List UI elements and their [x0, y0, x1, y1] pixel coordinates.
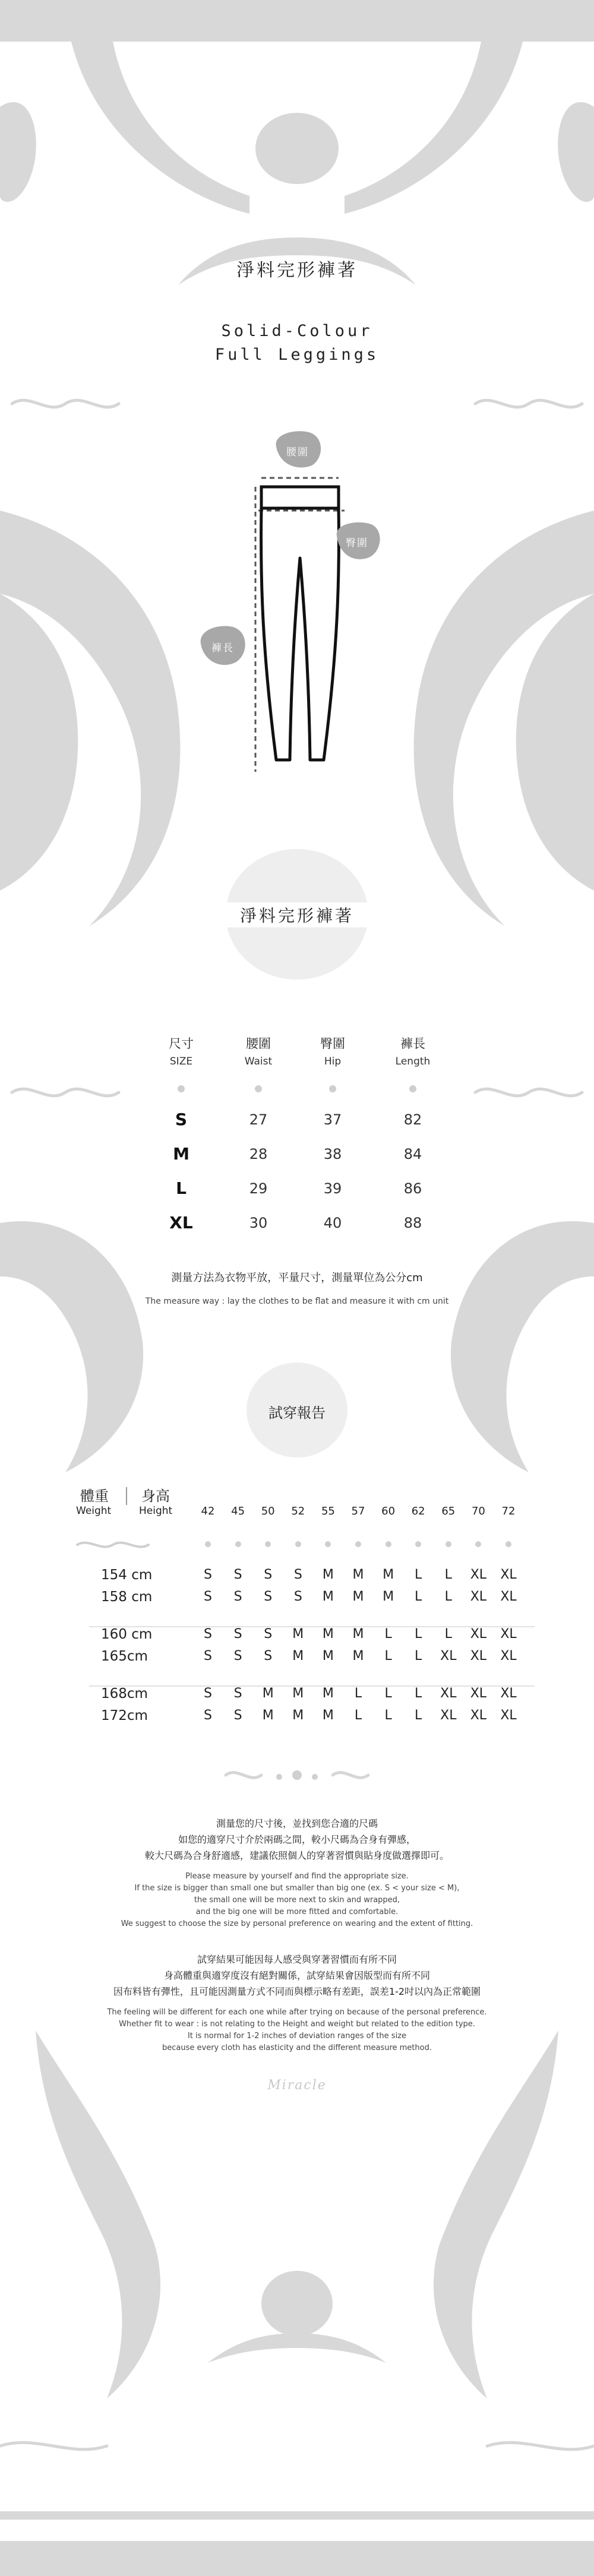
product-title-en-line2: Full Leggings: [214, 346, 380, 364]
trial-size-cell: M: [352, 1627, 364, 1642]
hip-label: 臀圍: [346, 537, 368, 549]
trial-size-cell: L: [444, 1589, 452, 1604]
waist-label: 腰圍: [286, 446, 309, 458]
weight-value: 60: [381, 1505, 396, 1517]
weight-value: 57: [351, 1505, 365, 1517]
size-cell-length: 88: [403, 1215, 422, 1231]
size-cell-length: 84: [403, 1146, 422, 1162]
fit-note-line: 較大尺碼為合身舒適感，建議依照個人的穿著習慣與貼身度做選擇即可。: [144, 1850, 449, 1861]
weight-value: 52: [291, 1505, 305, 1517]
weight-value: 72: [501, 1505, 516, 1517]
trial-size-cell: M: [383, 1567, 394, 1582]
size-header-en: SIZE: [169, 1056, 193, 1067]
size-cell-hip: 39: [323, 1180, 342, 1197]
trial-size-cell: XL: [440, 1708, 457, 1723]
trial-size-cell: S: [204, 1686, 212, 1701]
trial-size-cell: S: [204, 1649, 212, 1664]
weight-label-zh: 體重: [80, 1488, 109, 1504]
trial-size-cell: M: [292, 1649, 304, 1664]
product-title-zh: 淨料完形褲著: [236, 260, 358, 281]
trial-size-cell: XL: [470, 1708, 487, 1723]
weight-value: 45: [231, 1505, 245, 1517]
fit-note-line: We suggest to choose the size by personal preference on wearing and the extent of fitting.: [121, 1919, 473, 1928]
leggings-diagram: [190, 427, 404, 796]
trial-size-cell: L: [415, 1567, 422, 1582]
trial-height-label: 168cm: [101, 1686, 148, 1702]
fit-note-line: 測量您的尺寸後，並找到您合適的尺碼: [216, 1818, 378, 1829]
size-cell-hip: 40: [323, 1215, 342, 1231]
weight-value: 42: [201, 1505, 215, 1517]
trial-size-cell: S: [293, 1589, 302, 1604]
size-row-label: XL: [169, 1213, 193, 1232]
trial-size-cell: L: [444, 1627, 452, 1642]
trial-size-cell: S: [233, 1589, 242, 1604]
trial-size-cell: M: [383, 1589, 394, 1604]
fit-note-line: the small one will be more next to skin and wrapped,: [194, 1896, 400, 1905]
trial-size-cell: M: [292, 1627, 304, 1642]
trial-size-cell: XL: [470, 1589, 487, 1604]
brand-watermark: Miracle: [267, 2078, 327, 2093]
measure-note-zh: 測量方法為衣物平放，平量尺寸，測量單位為公分cm: [171, 1272, 423, 1284]
trial-size-cell: S: [233, 1686, 242, 1701]
trial-size-cell: XL: [470, 1686, 487, 1701]
trial-size-cell: XL: [440, 1649, 457, 1664]
size-cell-waist: 30: [249, 1215, 268, 1231]
trial-size-cell: L: [384, 1649, 392, 1664]
size-header-zh: 腰圍: [246, 1037, 271, 1051]
size-cell-hip: 38: [323, 1146, 342, 1162]
trial-size-cell: M: [352, 1589, 364, 1604]
trial-size-cell: L: [384, 1627, 392, 1642]
weight-dot: [295, 1541, 301, 1547]
size-header-zh: 臀圍: [320, 1037, 345, 1051]
trial-size-cell: L: [415, 1708, 422, 1723]
size-header-zh: 褲長: [400, 1037, 425, 1051]
trial-height-label: 165cm: [101, 1649, 148, 1664]
trial-size-cell: S: [204, 1589, 212, 1604]
trial-size-cell: XL: [470, 1649, 487, 1664]
fit-note-line: because every cloth has elasticity and the different measure method.: [162, 2043, 432, 2052]
trial-size-cell: M: [322, 1686, 334, 1701]
product-title-en-line1: Solid-Colour: [221, 322, 373, 340]
trial-size-cell: M: [352, 1649, 364, 1664]
fit-notes-zh-2: [36, 1951, 558, 2000]
trial-size-cell: XL: [500, 1649, 517, 1664]
fit-note-line: 因布料皆有彈性，且可能因測量方式不同而與標示略有差距，誤差1-2吋以內為正常範圍: [113, 1986, 481, 1997]
trial-size-cell: M: [322, 1589, 334, 1604]
header-dot: [409, 1085, 416, 1092]
trial-size-cell: S: [233, 1708, 242, 1723]
trial-size-cell: XL: [500, 1627, 517, 1642]
trial-size-cell: M: [262, 1708, 274, 1723]
trial-size-cell: S: [233, 1567, 242, 1582]
fit-note-line: Please measure by yourself and find the appropriate size.: [185, 1872, 409, 1881]
trial-size-cell: M: [322, 1708, 334, 1723]
size-cell-waist: 28: [249, 1146, 268, 1162]
trial-size-cell: S: [264, 1627, 273, 1642]
trial-size-cell: S: [264, 1589, 273, 1604]
trial-size-cell: M: [322, 1567, 334, 1582]
trial-size-cell: L: [415, 1627, 422, 1642]
trial-size-cell: M: [292, 1686, 304, 1701]
trial-size-cell: L: [444, 1567, 452, 1582]
trial-size-cell: M: [322, 1649, 334, 1664]
fit-notes-zh-1: [59, 1815, 535, 1864]
size-header-en: Hip: [324, 1056, 342, 1067]
trial-height-label: 158 cm: [101, 1589, 153, 1605]
trial-size-cell: L: [354, 1686, 362, 1701]
size-row-label: L: [176, 1178, 187, 1198]
size-header-zh: 尺寸: [169, 1037, 194, 1051]
fit-note-line: It is normal for 1-2 inches of deviation ranges of the size: [187, 2032, 407, 2040]
trial-size-cell: S: [204, 1708, 212, 1723]
fit-note-line: 身高體重與適穿度沒有絕對關係，試穿結果會因版型而有所不同: [163, 1970, 430, 1981]
trial-size-cell: XL: [500, 1708, 517, 1723]
size-cell-length: 86: [403, 1180, 422, 1197]
fit-note-line: 如您的適穿尺寸介於兩碼之間，較小尺碼為合身有彈感，: [178, 1834, 416, 1845]
trial-size-cell: L: [415, 1686, 422, 1701]
trial-size-cell: S: [233, 1649, 242, 1664]
trial-size-cell: S: [204, 1567, 212, 1582]
trial-height-label: 160 cm: [101, 1627, 153, 1642]
trial-size-cell: XL: [500, 1567, 517, 1582]
trial-size-cell: XL: [440, 1686, 457, 1701]
weight-value: 55: [321, 1505, 335, 1517]
size-row-label: S: [175, 1110, 188, 1129]
trial-size-cell: S: [264, 1649, 273, 1664]
height-label-en: Height: [139, 1505, 173, 1517]
length-label: 褲長: [211, 642, 234, 654]
size-cell-length: 82: [403, 1111, 422, 1128]
weight-dot: [386, 1541, 391, 1547]
weight-dot: [505, 1541, 511, 1547]
weight-label-en: Weight: [76, 1505, 112, 1517]
size-cell-waist: 29: [249, 1180, 268, 1197]
weight-dot: [205, 1541, 211, 1547]
weight-dot: [235, 1541, 241, 1547]
trial-size-cell: L: [415, 1589, 422, 1604]
fit-notes-en-1: [59, 1871, 535, 1930]
trial-size-cell: S: [293, 1567, 302, 1582]
fit-note-line: If the size is bigger than small one but smaller than big one (ex. S < your size < M),: [134, 1884, 460, 1893]
size-cell-waist: 27: [249, 1111, 268, 1128]
trial-height-label: 154 cm: [101, 1567, 153, 1583]
weight-value: 50: [261, 1505, 275, 1517]
trial-size-cell: XL: [470, 1627, 487, 1642]
trial-size-cell: S: [233, 1627, 242, 1642]
trial-size-cell: S: [264, 1567, 273, 1582]
fit-note-line: The feeling will be different for each one while after trying on because of the personal preference.: [107, 2008, 487, 2017]
trial-size-cell: L: [384, 1708, 392, 1723]
size-row-label: M: [173, 1144, 189, 1164]
trial-size-cell: M: [322, 1627, 334, 1642]
fit-notes-block-1: [59, 1815, 535, 1930]
trial-size-cell: S: [204, 1627, 212, 1642]
header-dot: [329, 1085, 336, 1092]
weight-dot: [446, 1541, 451, 1547]
weight-dot: [355, 1541, 361, 1547]
trial-size-cell: L: [384, 1686, 392, 1701]
section-title-zh: 淨料完形褲著: [239, 906, 354, 926]
fit-note-line: 試穿結果可能因每人感受與穿著習慣而有所不同: [197, 1954, 397, 1965]
fit-note-line: and the big one will be more fitted and comfortable.: [195, 1908, 399, 1916]
trial-size-cell: M: [352, 1567, 364, 1582]
weight-value: 70: [471, 1505, 485, 1517]
size-header-en: Length: [395, 1056, 431, 1067]
weight-value: 65: [441, 1505, 456, 1517]
trial-size-cell: M: [262, 1686, 274, 1701]
header-dot: [178, 1085, 185, 1092]
size-cell-hip: 37: [323, 1111, 342, 1128]
trial-title-zh: 試穿報告: [268, 1405, 326, 1421]
weight-value: 62: [411, 1505, 425, 1517]
fit-notes-block-2: [36, 1951, 558, 2054]
trial-size-cell: L: [354, 1708, 362, 1723]
trial-size-cell: L: [415, 1649, 422, 1664]
height-label-zh: 身高: [141, 1488, 170, 1504]
trial-height-label: 172cm: [101, 1708, 148, 1723]
size-header-en: Waist: [244, 1056, 273, 1067]
fit-note-line: Whether fit to wear : is not relating to the Height and weight but related to the edition type.: [119, 2020, 475, 2029]
trial-size-cell: XL: [500, 1589, 517, 1604]
trial-size-cell: XL: [500, 1686, 517, 1701]
header-dot: [255, 1085, 262, 1092]
fit-notes-en-2: [36, 2007, 558, 2054]
trial-size-cell: XL: [470, 1567, 487, 1582]
trial-size-cell: M: [292, 1708, 304, 1723]
measure-note-en: The measure way : lay the clothes to be flat and measure it with cm unit: [145, 1297, 449, 1306]
